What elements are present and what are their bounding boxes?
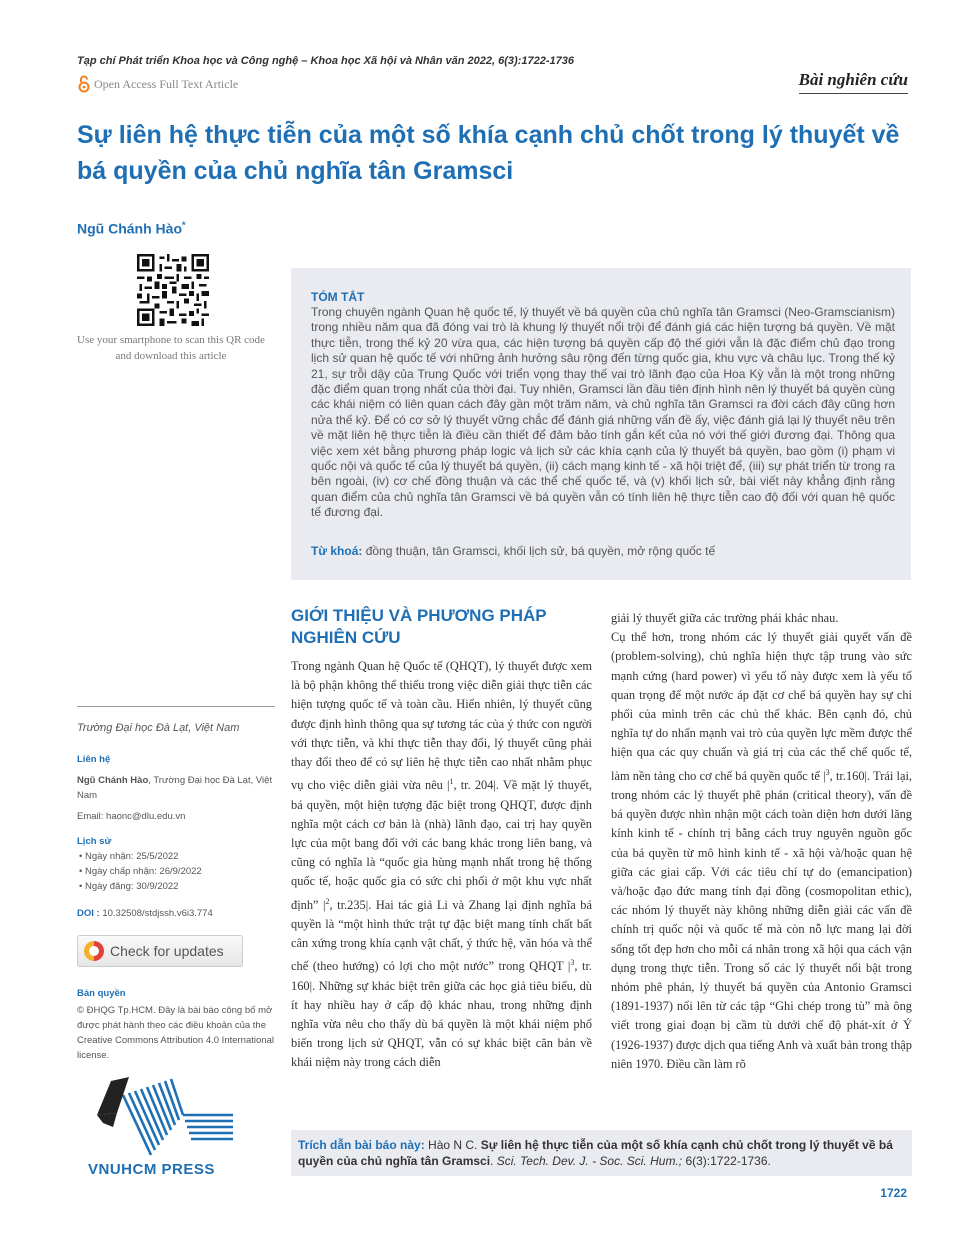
journal-name: Tạp chí Phát triển Khoa học và Công nghệ – Khoa học Xã hội và Nhân văn 2022, 6(3):1722-1736	[77, 55, 574, 67]
body-text: Trong ngành Quan hệ Quốc tế (QHQT), lý thuyết được xem là bộ phận không thể thiếu trong việc diễn giải thực tiễn các hiện tượng quốc tế và toàn cầu. Hiển nhiên, lý thuyết cũng được định hình thông qua sự tương tác của ý thức con người với thực tiễn, và khi thực tiễn thay đổi, lý thuyết cũng phải thay đổi theo để có sự liên hệ thực tiễn cao nhất nhằm phục vụ cho việc diễn giải vừa nêu |	[291, 659, 592, 793]
doi-line	[77, 906, 282, 921]
keywords	[311, 544, 895, 558]
reference-link[interactable]: 2	[325, 896, 330, 906]
author-name: Ngũ Chánh Hào	[77, 220, 182, 237]
qr-caption: Use your smartphone to scan this QR code and download this article	[77, 334, 265, 362]
reference-link[interactable]: 3	[825, 767, 830, 777]
history-accepted: • Ngày chấp nhận: 26/9/2022	[79, 866, 202, 877]
section-heading: GIỚI THIỆU VÀ PHƯƠNG PHÁP NGHIÊN CỨU	[291, 606, 547, 647]
crossmark-icon	[84, 941, 104, 961]
open-access-line	[77, 75, 238, 93]
check-for-updates-button[interactable]	[77, 935, 243, 967]
affiliation: Trường Đại học Đà Lạt, Việt Nam	[77, 722, 240, 734]
history-received: • Ngày nhận: 25/5/2022	[79, 851, 179, 862]
body-text: Cụ thể hơn, trong nhóm các lý thuyết giải quyết vấn đề (problem-solving), chủ nghĩa hiện thực tập trung vào sức mạnh cứng (hard power) vì yếu tố này được xem là yếu tố quan trọng để một nước áp đặt cơ chế bá quyền hay sự chi phối của mình trên các chủ thể khác. Bên cạnh đó, chủ nghĩa tự do nhấn mạnh vai trò của quyền lực mềm được thể hiện qua các quy chuẩn và giá trị của các thể chế quốc tế, làm nền tảng cho cơ chế bá quyền quốc tế |	[611, 630, 912, 783]
citation: Trích dẫn bài báo này: Hào N C. Sự liên hệ thực tiễn của một số khía cạnh chủ chốt trong lý thuyết về bá quyền của chủ nghĩa tân Gramsci. Sci. Tech. Dev. J. - Soc. Sci. Hum.; 6(3):1722-1736.	[298, 1138, 893, 1168]
sidebar-divider	[77, 706, 275, 707]
abstract-heading: TÓM TẮT	[311, 290, 365, 304]
citation-title: Sự liên hệ thực tiễn của một số khía cạnh chủ chốt trong lý thuyết về bá quyền của chủ nghĩa tân Gramsci	[298, 1138, 893, 1168]
citation-volume: 6(3):1722-1736.	[685, 1154, 771, 1168]
qr-code-icon[interactable]	[137, 254, 209, 326]
contact-affiliation: , Trường Đại học Đà Lạt, Việt Nam	[77, 775, 273, 801]
citation-label: Trích dẫn bài báo này:	[298, 1138, 425, 1152]
contact-name: Ngũ Chánh Hào	[77, 775, 149, 786]
body-text: , tr.160|. Trái lại, trong nhóm các lý thuyết phê phán (critical theory), vấn đề bá quyền được nhìn nhận một cách toàn diện hơn dưới lăng kính kinh tế - chính trị bằng cách truy nguyên nguồn gốc của bá quyền từ mô hình kinh tế - xã hội và/hoặc quan hệ giữa các giai cấp. Với các tiêu chí tự do (emancipation) và/hoặc đạo đức mang tính đại đồng (cosmopolitan ethic), các nhóm lý thuyết này không những diễn giải các vấn đề chính trị quốc nội và quốc tế mà còn nỗ lực mang lại đời sống tốt đẹp hơn cho mỗi cá nhân trong xã hội qua cách vận dụng trong thực tiễn. Trong số các lý thuyết nổi bật trong nhóm phê phán, lý thuyết bá quyền của Antonio Gramsci (1891-1937) nổi lên từ các tập “Ghi chép trong tù” mà ông viết trong giai đoạn bị cầm tù dưới chế độ phát-xít ở Ý (1926-1937) được dịch qua tiếng Anh và xuất bản trong thập niên 1970. Điều cần làm rõ	[611, 768, 913, 1071]
copyright-heading: Bản quyền	[77, 988, 126, 999]
keywords-text: đồng thuận, tân Gramsci, khối lịch sử, bá quyền, mở rộng quốc tế	[365, 544, 716, 558]
body-text: , tr. 204|. Về mặt lý thuyết, bá quyền, một hiện tượng đặc biệt trong QHQT, được định nghĩa một cách cơ bản là (nhà) lãnh đạo, cai trị hay quyền lực của một bang đối với các bang khác trong liên bang, và cũng có nghĩa là “quốc gia hùng mạnh nhất trong hệ thống quốc tế, hoặc quốc gia có sức chi phối ở một khu vực nhất định” |	[291, 778, 593, 912]
copyright-block	[77, 986, 282, 1063]
doi-label: DOI :	[77, 908, 100, 919]
body-paragraph	[611, 628, 912, 1074]
copyright-text: © ĐHQG Tp.HCM. Đây là bài báo công bố mở được phát hành theo các điều khoản của the Creative Commons Attribution 4.0 International license.	[77, 1005, 274, 1061]
history-published: • Ngày đăng: 30/9/2022	[79, 881, 179, 892]
keywords-label: Từ khoá:	[311, 544, 363, 558]
contact-line	[77, 773, 282, 803]
citation-authors: Hào N C.	[428, 1138, 478, 1152]
body-paragraph: giải lý thuyết giữa các trường phái khác nhau.	[611, 611, 839, 625]
contact-heading: Liên hệ	[77, 754, 111, 765]
history-heading: Lịch sử	[77, 836, 112, 847]
vnuhcm-press-logo-icon	[83, 1075, 248, 1160]
check-for-updates-label: Check for updates	[110, 943, 224, 959]
press-name: VNUHCM PRESS	[88, 1161, 215, 1178]
contact-block	[77, 752, 282, 824]
author[interactable]	[77, 220, 186, 237]
page-number: 1722	[880, 1186, 907, 1200]
contact-email[interactable]: Email: haonc@dlu.edu.vn	[77, 811, 186, 822]
abstract-text: Trong chuyên ngành Quan hệ quốc tế, lý thuyết về bá quyền của chủ nghĩa tân Gramsci (Neo-Gramscianism) trong nhiều năm qua đã đóng vai trò là khung lý thuyết nổi trội để đánh giá các hiện tượng bá quyền. Về mặt thực tiễn, trong thế kỷ 20 vừa qua, các hiện tượng bá quyền cấp độ thế giới vẫn là đặc điểm chủ đạo trong lịch sử quan hệ quốc tế với những ảnh hưởng sâu rộng đến từng quốc gia, khu vực và châu lục. Trong thế kỷ 21, sự trỗi dậy của Trung Quốc với triển vọng thay thế vai trò lãnh đạo của Hoa Kỳ vẫn là một trong những đặc điểm quan trọng nhất của thời đại. Tuy nhiên, Gramsci lần đầu tiên định hình nên lý thuyết bá quyền cùng các khái niệm có liên quan cách đây gần một trăm năm, và chủ nghĩa tân Gramsci ra đời cách đây cũng hơn nửa thế kỷ. Để có cơ sở lý thuyết vững chắc để đánh giá những vấn đề ấy, việc đánh giá lại lý thuyết nêu trên về mặt liên hệ thực tiễn là điều cần thiết để đảm bảo tính gắn kết của nó với thế giới đương đại. Thông qua việc xem xét bằng phương pháp logic và lịch sử các khía cạnh của lý thuyết bá quyền, bao gồm (i) phạm vi quốc nội và quốc tế của lý thuyết bá quyền, (ii) cách mạng kinh tế - xã hội triệt để, (iii) sự phát triển từ trong ra bên ngoài, (iv) cơ chế đồng thuận và các thể chế quốc tế, và (v) khối lịch sử, bài viết này khẳng định rằng quan điểm của chủ nghĩa tân Gramsci về bá quyền vẫn có tính liên hệ thực tiễn cao độ đối với quan hệ quốc tế đương đại.	[311, 305, 895, 520]
left-column	[291, 657, 592, 1073]
body-text: , tr.235|. Hai tác giả Li và Zhang lại định nghĩa bá quyền là “một hình thức trật tự đặc biệt mang tính chất bất cân xứng trong khía cạnh vật chất, ý thức hệ, văn hóa và thể chế (theo hướng) có lợi cho một nước” trong QHQT |	[291, 897, 592, 974]
open-access-icon	[77, 75, 91, 93]
right-column	[611, 609, 912, 1074]
reference-link[interactable]: 3	[570, 958, 575, 968]
article-type: Bài nghiên cứu	[799, 70, 908, 94]
body-paragraph	[291, 657, 592, 1073]
body-text: , tr. 160|. Những sự khác biệt trên giữa các học giả tiêu biểu, dù ít hay nhiều hay ở cấp độ khác nhau, trong những định nghĩa vừa nêu cho thấy dù bá quyền là một khái niệm phổ biến trong lịch sử QHQT, vẫn có sự khác biệt căn bản về khái niệm này trong cách diễn	[291, 959, 592, 1070]
doi-link[interactable]: 10.32508/stdjssh.v6i3.774	[102, 908, 213, 919]
citation-source: Sci. Tech. Dev. J. - Soc. Sci. Hum.;	[496, 1154, 683, 1168]
author-mark: *	[182, 220, 186, 230]
reference-link[interactable]: 1	[449, 777, 454, 787]
open-access-label: Open Access Full Text Article	[94, 76, 239, 91]
article-title: Sự liên hệ thực tiễn của một số khía cạnh chủ chốt trong lý thuyết về bá quyền của chủ nghĩa tân Gramsci	[77, 121, 900, 185]
history-block	[77, 834, 282, 894]
